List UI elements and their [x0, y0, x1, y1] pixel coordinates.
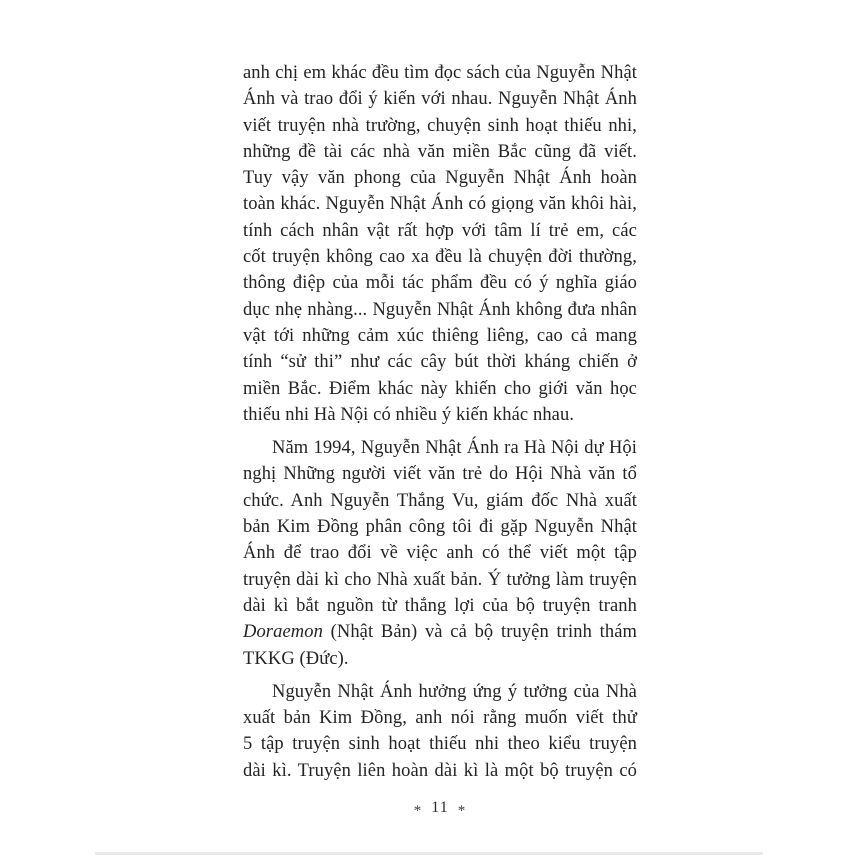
asterisk-ornament-right: *	[457, 803, 467, 819]
paragraph	[243, 435, 637, 672]
text-line: Năm 1994, Nguyễn Nhật Ánh ra Hà Nội dự Hội	[272, 438, 637, 459]
paragraph	[243, 679, 637, 784]
text-line: dục nhẹ nhàng... Nguyễn Nhật Ánh không đưa nhân	[243, 299, 637, 320]
plain-text: (Nhật Bản) và cả bộ truyện trinh thám	[322, 622, 637, 643]
text-line: bản Kim Đồng phân công tôi đi gặp Nguyễn Nhật	[243, 517, 637, 538]
text-line: TKKG (Đức).	[243, 648, 349, 669]
text-line: viết truyện nhà trường, chuyện sinh hoạt thiếu nhi,	[243, 115, 637, 136]
text-line: Ánh để trao đổi về việc anh có thể viết một tập	[243, 543, 637, 564]
text-line: những đề tài các nhà văn miền Bắc cũng đã viết.	[243, 141, 637, 162]
text-line: dài kì. Truyện liên hoàn dài kì là một bộ truyện có	[243, 760, 637, 781]
italic-text: Doraemon	[243, 622, 323, 643]
text-line: chức. Anh Nguyễn Thắng Vu, giám đốc Nhà xuất	[243, 490, 637, 511]
text-line: nghị Những người viết văn trẻ do Hội Nhà văn tổ	[243, 464, 637, 485]
text-line: thông điệp của mỗi tác phẩm đều có ý nghĩa giáo	[243, 273, 637, 294]
text-line: anh chị em khác đều tìm đọc sách của Nguyễn Nhật	[243, 63, 637, 83]
text-line	[243, 619, 637, 645]
text-line: miền Bắc. Điểm khác này khiến cho giới văn học	[243, 378, 637, 399]
page-footer	[243, 799, 637, 817]
text-line: truyện dài kì cho Nhà xuất bản. Ý tưởng làm truyện	[243, 569, 637, 590]
text-line: tính cách nhân vật rất hợp với tâm lí trẻ em, các	[243, 220, 637, 241]
asterisk-ornament-left: *	[413, 803, 423, 819]
page-number: 11	[431, 799, 449, 816]
text-line: Ánh và trao đổi ý kiến với nhau. Nguyễn Nhật Ánh	[243, 89, 637, 110]
text-line: cốt truyện không cao xa đều là chuyện đời thường,	[243, 247, 637, 268]
text-line: toàn khác. Nguyễn Nhật Ánh có giọng văn khôi hài,	[243, 194, 637, 215]
text-line: Nguyễn Nhật Ánh hưởng ứng ý tưởng của Nhà	[272, 681, 637, 702]
paragraph	[243, 60, 637, 428]
text-line: xuất bản Kim Đồng, anh nói rằng muốn viết thử	[243, 708, 637, 729]
page-text	[243, 60, 637, 784]
text-line: 5 tập truyện sinh hoạt thiếu nhi theo kiểu truyện	[243, 734, 637, 755]
text-line: tính “sử thi” như các cây bút thời kháng chiến ở	[243, 352, 637, 373]
text-line: vật tới những cảm xúc thiêng liêng, cao cả mang	[243, 325, 637, 346]
text-line: dài kì bắt nguồn từ thắng lợi của bộ truyện tranh	[243, 595, 637, 616]
text-line: thiếu nhi Hà Nội có nhiều ý kiến khác nhau.	[243, 404, 575, 425]
page-bottom-edge	[95, 852, 763, 855]
text-line: Tuy vậy văn phong của Nguyễn Nhật Ánh hoàn	[243, 168, 637, 189]
